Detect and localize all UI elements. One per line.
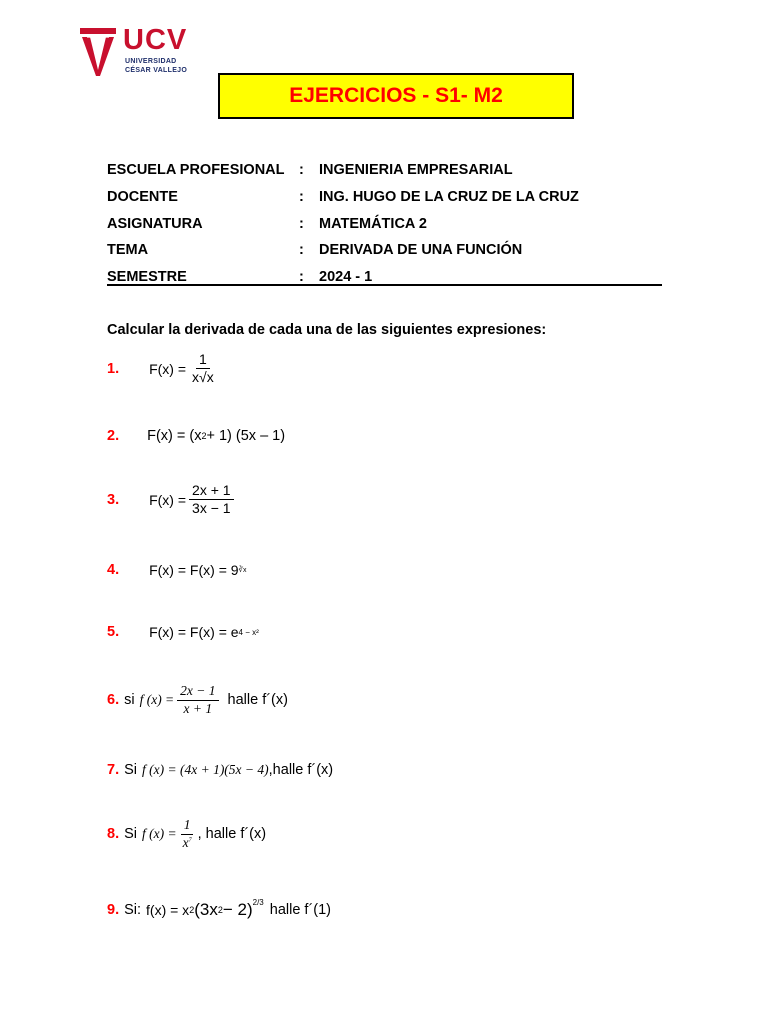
exercise-number: 1. bbox=[107, 360, 120, 377]
page-title: EJERCICIOS - S1- M2 bbox=[289, 84, 503, 107]
info-value: DERIVADA DE UNA FUNCIÓN bbox=[319, 242, 523, 259]
math-expression bbox=[149, 562, 246, 578]
ucv-shield-icon bbox=[78, 26, 118, 76]
logo-text: UCV bbox=[123, 24, 188, 56]
exercise-suffix: ,halle f´(x) bbox=[268, 762, 334, 778]
info-value: 2024 - 1 bbox=[319, 269, 373, 286]
expr-lhs: F(x) = bbox=[149, 491, 187, 508]
exercise-number: 9. bbox=[107, 902, 120, 918]
exponent: ∛x bbox=[238, 567, 247, 574]
exercise-number: 5. bbox=[107, 624, 120, 640]
exercise-1 bbox=[107, 352, 220, 386]
exercise-4 bbox=[107, 562, 247, 578]
info-label: ASIGNATURA bbox=[107, 215, 203, 232]
exponent: 2 bbox=[201, 431, 207, 441]
fraction-numerator: 1 bbox=[181, 818, 194, 835]
info-row-teacher bbox=[107, 184, 662, 211]
fraction-denominator: x√x bbox=[192, 369, 214, 386]
expr-part: + 1) (5x – 1) bbox=[206, 428, 286, 444]
exponent: 2/3 bbox=[252, 897, 264, 907]
info-separator: : bbox=[299, 215, 304, 232]
expr-part: − 2) bbox=[222, 900, 253, 919]
fraction-denominator: 3x − 1 bbox=[192, 500, 231, 517]
info-label: SEMESTRE bbox=[107, 269, 187, 286]
exercise-6 bbox=[107, 684, 288, 717]
math-expression bbox=[149, 352, 220, 386]
exercise-suffix: halle f´(1) bbox=[269, 902, 331, 918]
math-expression bbox=[149, 624, 259, 640]
denominator-base: x bbox=[182, 834, 189, 850]
info-row-semester bbox=[107, 264, 662, 291]
info-value: INGENIERIA EMPRESARIAL bbox=[319, 162, 513, 179]
exercise-3 bbox=[107, 483, 237, 517]
exercise-9 bbox=[107, 897, 331, 920]
exercise-prefix: Si bbox=[124, 826, 137, 843]
exercise-number: 4. bbox=[107, 562, 120, 578]
expr-lhs: f (x) = bbox=[142, 826, 177, 842]
math-expression bbox=[142, 818, 198, 851]
exponent: 2 bbox=[189, 905, 195, 915]
logo-subtitle-1: UNIVERSIDAD bbox=[125, 58, 177, 65]
exercise-suffix: , halle f´(x) bbox=[197, 826, 267, 843]
instruction-text: Calcular la derivada de cada una de las siguientes expresiones: bbox=[107, 322, 547, 338]
ucv-logo bbox=[78, 26, 198, 78]
exercise-prefix: Si bbox=[124, 762, 137, 778]
math-expression: f (x) = (4x + 1)(5x − 4) bbox=[142, 762, 269, 777]
course-info bbox=[107, 157, 662, 290]
fraction-denominator: x + 1 bbox=[183, 700, 213, 716]
math-expression bbox=[140, 684, 222, 717]
exercise-8 bbox=[107, 818, 266, 851]
info-row-topic bbox=[107, 237, 662, 264]
expr-part: (3x bbox=[194, 900, 218, 919]
expr-part: f(x) = x bbox=[146, 902, 190, 918]
title-box bbox=[218, 73, 574, 119]
exercise-number: 8. bbox=[107, 826, 120, 843]
info-label: TEMA bbox=[107, 242, 149, 259]
exponent: 4 − x² bbox=[238, 627, 259, 637]
expr-part: F(x) = F(x) = 9 bbox=[149, 562, 239, 578]
expr-part: F(x) = F(x) = e bbox=[149, 624, 239, 640]
fraction-denominator bbox=[180, 835, 195, 851]
exercise-number: 6. bbox=[107, 692, 120, 709]
info-label: ESCUELA PROFESIONAL bbox=[107, 162, 285, 179]
info-row-school bbox=[107, 157, 662, 184]
exercise-7 bbox=[107, 762, 333, 778]
math-expression bbox=[147, 428, 285, 444]
fraction bbox=[189, 483, 234, 517]
exercise-number: 2. bbox=[107, 428, 120, 444]
info-separator: : bbox=[299, 162, 304, 179]
info-separator: : bbox=[299, 242, 304, 259]
fraction-numerator: 2x − 1 bbox=[177, 684, 218, 701]
info-separator: : bbox=[299, 189, 304, 206]
exercise-number: 3. bbox=[107, 491, 120, 508]
exponent: 2 bbox=[217, 905, 223, 915]
info-separator: : bbox=[299, 269, 304, 286]
info-label: DOCENTE bbox=[107, 189, 178, 206]
exercise-5 bbox=[107, 624, 259, 640]
expr-lhs: F(x) = bbox=[149, 360, 187, 377]
math-expression bbox=[146, 897, 264, 920]
math-expression bbox=[149, 483, 236, 517]
info-row-subject bbox=[107, 210, 662, 237]
exercise-prefix: Si: bbox=[124, 902, 142, 918]
fraction bbox=[177, 684, 218, 717]
info-value: MATEMÁTICA 2 bbox=[319, 215, 427, 232]
fraction-numerator: 1 bbox=[196, 352, 210, 369]
expr-lhs: f (x) = bbox=[139, 692, 175, 708]
logo-subtitle-2: CÉSAR VALLEJO bbox=[125, 67, 188, 74]
fraction bbox=[180, 818, 195, 851]
info-value: ING. HUGO DE LA CRUZ DE LA CRUZ bbox=[319, 189, 579, 206]
exercise-number: 7. bbox=[107, 762, 120, 778]
fraction bbox=[189, 352, 217, 386]
exercise-2 bbox=[107, 428, 285, 444]
divider bbox=[107, 284, 662, 286]
exercise-prefix: si bbox=[124, 692, 135, 709]
fraction-numerator: 2x + 1 bbox=[189, 483, 234, 500]
exponent: 7 bbox=[188, 837, 192, 844]
expr-part: F(x) = (x bbox=[147, 428, 202, 444]
exercise-suffix: halle f´(x) bbox=[227, 692, 288, 709]
